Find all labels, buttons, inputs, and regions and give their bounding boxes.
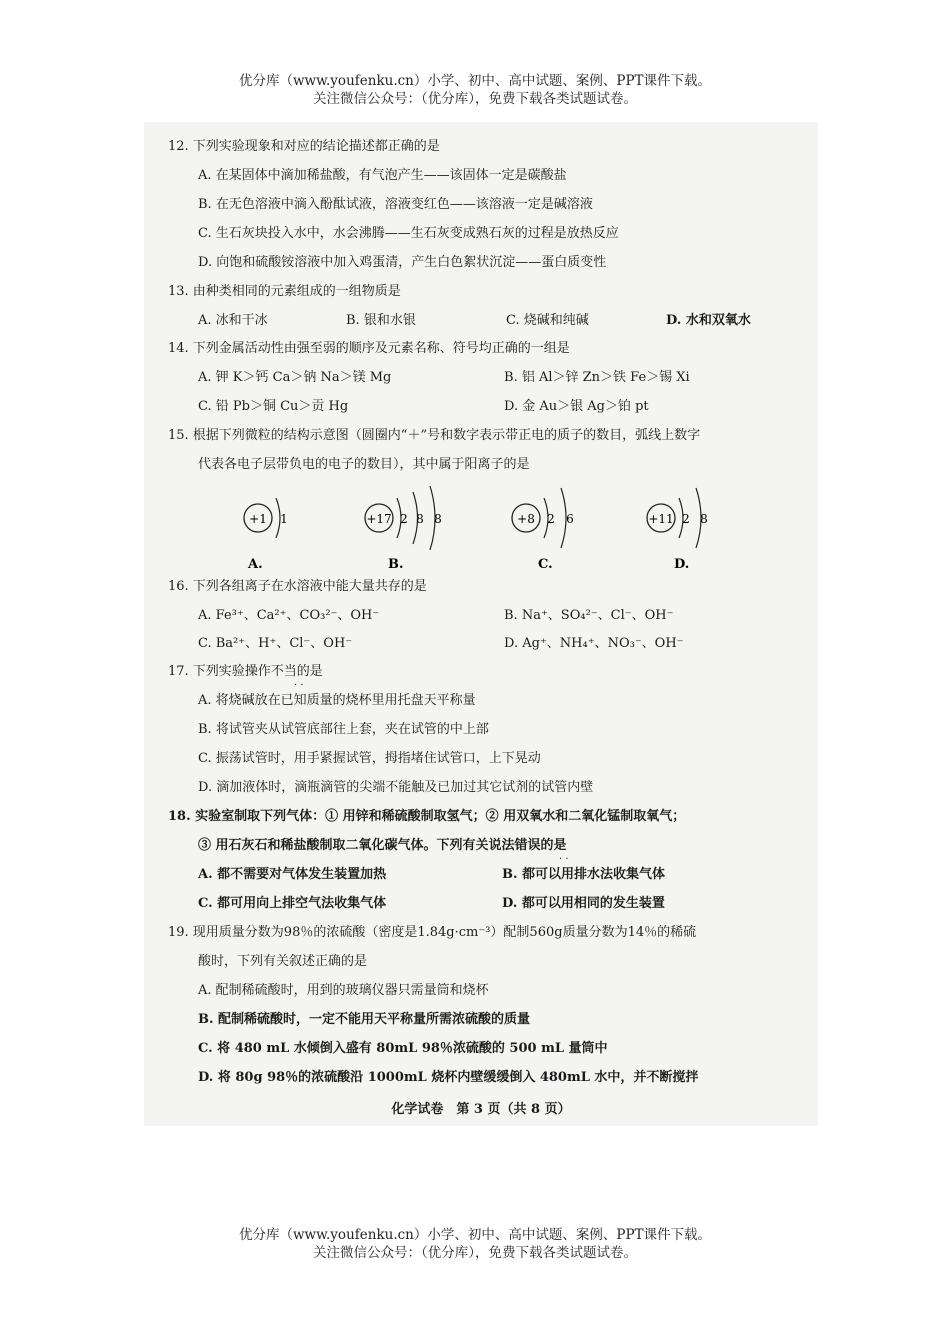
atom-d-nucleus: +11 — [648, 512, 674, 526]
atom-diagram-c — [512, 488, 574, 572]
atom-diagram-a — [244, 498, 288, 572]
atom-b-shell-1: 2 — [400, 512, 408, 526]
question-14-option-c: C. 铅 Pb＞铜 Cu＞贡 Hg — [198, 399, 349, 414]
atom-d-shell-1: 2 — [682, 512, 690, 526]
question-18-stem-line-1: 18. 实验室制取下列气体：① 用锌和稀硫酸制取氢气；② 用双氧水和二氧化锰制取氧气； — [168, 809, 686, 824]
question-13-option-b: B. 银和水银 — [346, 313, 416, 328]
question-19-option-b: B. 配制稀硫酸时，一定不能用天平称量所需浓硫酸的质量 — [198, 1012, 531, 1027]
top-banner — [0, 72, 950, 108]
banner-line-1-bottom: 优分库（www.youfenku.cn）小学、初中、高中试题、案例、PPT课件下载。 — [238, 1227, 712, 1243]
question-13-option-c: C. 烧碱和纯碱 — [506, 313, 589, 328]
question-18-stem-line-2: ③ 用石灰石和稀盐酸制取二氧化碳气体。下列有关说法错误的是 — [198, 838, 567, 853]
scanned-exam-page — [144, 122, 818, 1126]
question-19-option-d: D. 将 80g 98％的浓硫酸沿 1000mL 烧杯内壁缓缓倒入 480mL 水中，并不断搅拌 — [198, 1070, 699, 1085]
bottom-banner — [0, 1226, 950, 1262]
question-14-option-a: A. 钾 K＞钙 Ca＞钠 Na＞镁 Mg — [198, 370, 392, 385]
question-13-option-d: D. 水和双氧水 — [666, 313, 751, 328]
question-14-stem: 14. 下列金属活动性由强至弱的顺序及元素名称、符号均正确的一组是 — [168, 341, 570, 356]
question-12-stem: 12. 下列实验现象和对应的结论描述都正确的是 — [168, 139, 440, 154]
question-18-option-d: D. 都可以用相同的发生装置 — [502, 896, 665, 911]
question-16-stem: 16. 下列各组离子在水溶液中能大量共存的是 — [168, 579, 427, 594]
question-19-stem-line-1: 19. 现用质量分数为98％的浓硫酸（密度是1.84g·cm⁻³）配制560g质量分数为14％的稀硫 — [168, 925, 697, 940]
question-12-option-c: C. 生石灰块投入水中，水会沸腾——生石灰变成熟石灰的过程是放热反应 — [198, 226, 619, 241]
atom-c-shell-2: 6 — [566, 512, 574, 526]
question-18-option-a: A. 都不需要对气体发生装置加热 — [198, 867, 387, 882]
atom-a-nucleus: +1 — [249, 512, 267, 526]
question-17-option-d: D. 滴加液体时，滴瓶滴管的尖端不能触及已加过其它试剂的试管内壁 — [198, 780, 594, 795]
question-18-option-b: B. 都可以用排水法收集气体 — [502, 867, 666, 882]
question-13-stem: 13. 由种类相同的元素组成的一组物质是 — [168, 284, 401, 299]
atom-diagram-d — [647, 488, 708, 572]
page-footer: 化学试卷 第 3 页（共 8 页） — [391, 1102, 571, 1117]
banner-line-1: 优分库（www.youfenku.cn）小学、初中、高中试题、案例、PPT课件下载。 — [238, 73, 712, 89]
atom-a-label: A. — [248, 557, 263, 572]
question-14-option-d: D. 金 Au＞银 Ag＞铂 pt — [504, 399, 649, 414]
question-12-option-a: A. 在某固体中滴加稀盐酸，有气泡产生——该固体一定是碳酸盐 — [198, 168, 567, 183]
question-17-emphasis-dots: · · — [294, 680, 304, 691]
question-14-option-b: B. 铝 Al＞锌 Zn＞铁 Fe＞锡 Xi — [504, 370, 690, 385]
question-15-stem-line-2: 代表各电子层带负电的电子的数目），其中属于阳离子的是 — [198, 457, 530, 472]
banner-line-2-bottom: 关注微信公众号：（优分库），免费下载各类试题试卷。 — [313, 1245, 637, 1261]
atom-d-label: D. — [674, 557, 690, 572]
atom-b-nucleus: +17 — [366, 512, 392, 526]
question-17-option-a: A. 将烧碱放在已知质量的烧杯里用托盘天平称量 — [198, 693, 476, 708]
question-17-stem: 17. 下列实验操作不当的是 — [168, 664, 323, 679]
question-16-option-a: A. Fe³⁺、Ca²⁺、CO₃²⁻、OH⁻ — [198, 608, 380, 623]
atom-a-shell-1: 1 — [280, 512, 288, 526]
question-12-option-b: B. 在无色溶液中滴入酚酞试液，溶液变红色——该溶液一定是碱溶液 — [198, 197, 593, 212]
question-12-option-d: D. 向饱和硫酸铵溶液中加入鸡蛋清，产生白色絮状沉淀——蛋白质变性 — [198, 255, 607, 270]
atom-b-label: B. — [388, 557, 404, 572]
question-19-option-c: C. 将 480 mL 水倾倒入盛有 80mL 98％浓硫酸的 500 mL 量筒中 — [198, 1041, 608, 1056]
question-16-option-d: D. Ag⁺、NH₄⁺、NO₃⁻、OH⁻ — [504, 636, 684, 651]
atom-c-shell-1: 2 — [547, 512, 555, 526]
banner-line-2: 关注微信公众号：（优分库），免费下载各类试题试卷。 — [313, 91, 637, 107]
question-13-option-a: A. 冰和干冰 — [198, 313, 268, 328]
question-16-option-c: C. Ba²⁺、H⁺、Cl⁻、OH⁻ — [198, 636, 353, 651]
question-19-option-a: A. 配制稀硫酸时，用到的玻璃仪器只需量筒和烧杯 — [198, 983, 489, 998]
question-17-option-c: C. 振荡试管时，用手紧握试管，拇指堵住试管口，上下晃动 — [198, 751, 541, 766]
atom-b-shell-2: 8 — [416, 512, 424, 526]
question-17-option-b: B. 将试管夹从试管底部往上套，夹在试管的中上部 — [198, 722, 489, 737]
atom-c-label: C. — [538, 557, 553, 572]
question-16-option-b: B. Na⁺、SO₄²⁻、Cl⁻、OH⁻ — [504, 608, 674, 623]
atom-b-shell-3: 8 — [434, 512, 442, 526]
question-18-option-c: C. 都可用向上排空气法收集气体 — [198, 896, 387, 911]
atom-c-nucleus: +8 — [517, 512, 535, 526]
atom-d-shell-2: 8 — [700, 512, 708, 526]
question-18-emphasis-dots: · · — [559, 854, 569, 865]
question-19-stem-line-2: 酸时，下列有关叙述正确的是 — [198, 954, 368, 969]
atom-diagram-b — [365, 486, 442, 572]
atom-structure-diagrams — [204, 480, 784, 572]
question-15-stem-line-1: 15. 根据下列微粒的结构示意图（圆圈内“＋”号和数字表示带正电的质子的数目，弧线上数字 — [168, 428, 701, 443]
